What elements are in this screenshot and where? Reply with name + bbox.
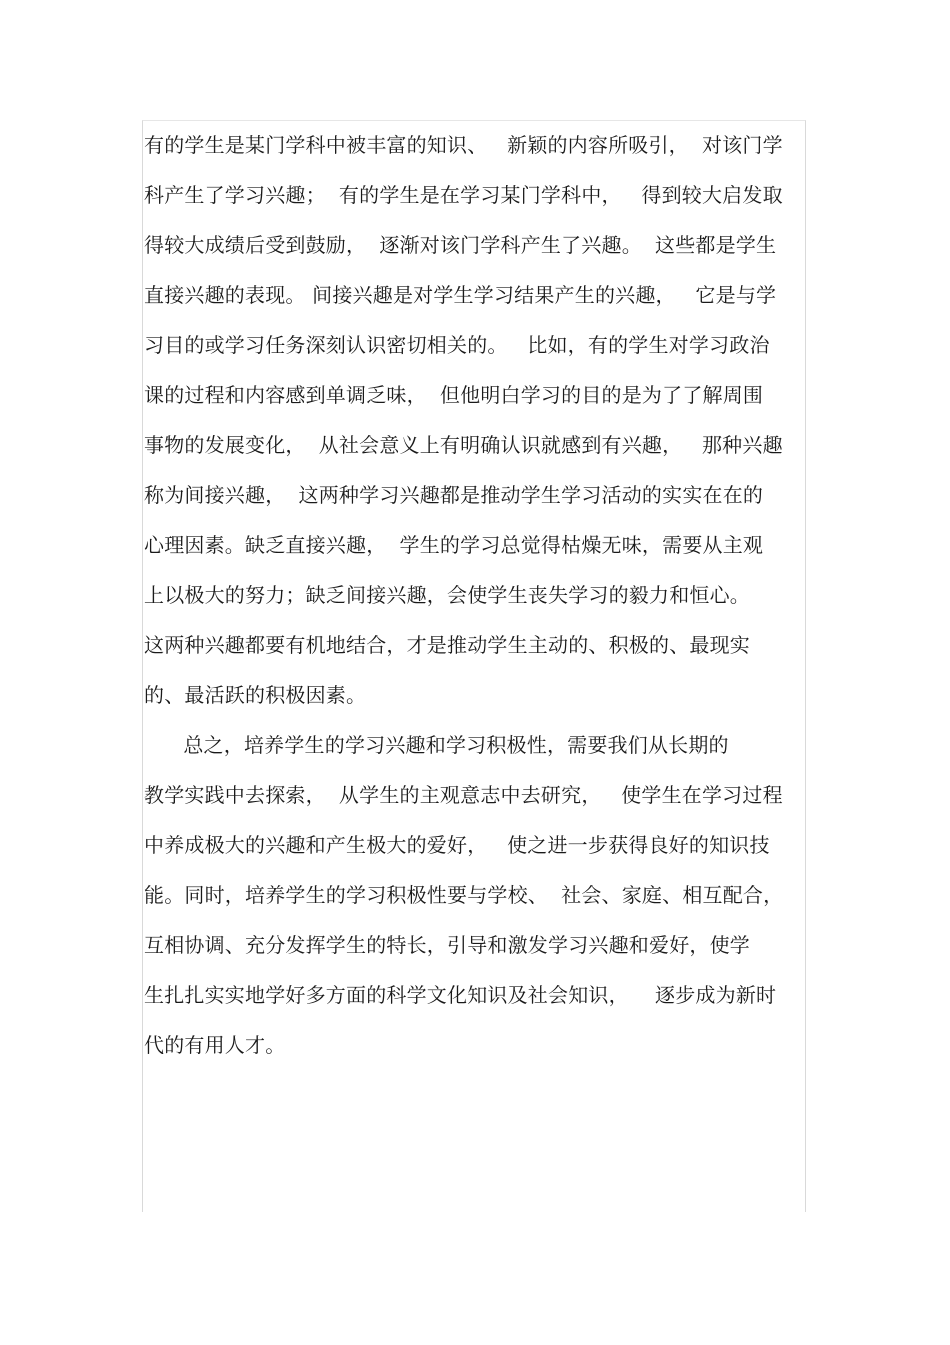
text-line: 的、最活跃的积极因素。	[144, 683, 367, 707]
text-line: 代的有用人才。	[144, 1033, 286, 1057]
text-line: 直接兴趣的表现。 间接兴趣是对学生学习结果产生的兴趣， 它是与学	[144, 283, 777, 307]
text-line: 这两种兴趣都要有机地结合，才是推动学生主动的、积极的、最现实	[144, 633, 750, 657]
text-line: 心理因素。缺乏直接兴趣， 学生的学习总觉得枯燥无味，需要从主观	[144, 533, 764, 557]
text-line: 中养成极大的兴趣和产生极大的爱好， 使之进一步获得良好的知识技	[144, 833, 770, 857]
text-line: 称为间接兴趣， 这两种学习兴趣都是推动学生学习活动的实实在在的	[144, 483, 764, 507]
text-line: 习目的或学习任务深刻认识密切相关的。 比如，有的学生对学习政治	[144, 333, 770, 357]
text-line: 有的学生是某门学科中被丰富的知识、 新颖的内容所吸引， 对该门学	[144, 133, 783, 157]
text-line: 能。同时，培养学生的学习积极性要与学校、 社会、家庭、相互配合，	[144, 883, 784, 907]
text-line: 教学实践中去探索， 从学生的主观意志中去研究， 使学生在学习过程	[144, 783, 783, 807]
text-line: 课的过程和内容感到单调乏味， 但他明白学习的目的是为了了解周围	[144, 383, 764, 407]
text-line: 上以极大的努力；缺乏间接兴趣，会使学生丧失学习的毅力和恒心。	[144, 583, 750, 607]
text-line: 事物的发展变化， 从社会意义上有明确认识就感到有兴趣， 那种兴趣	[144, 433, 783, 457]
paragraph-start-line: 总之，培养学生的学习兴趣和学习积极性，需要我们从长期的	[144, 733, 729, 757]
text-line: 互相协调、充分发挥学生的特长，引导和激发学习兴趣和爱好，使学	[144, 933, 750, 957]
text-line: 科产生了学习兴趣； 有的学生是在学习某门学科中， 得到较大启发取	[144, 183, 783, 207]
text-line: 得较大成绩后受到鼓励， 逐渐对该门学科产生了兴趣。 这些都是学生	[144, 233, 777, 257]
document-body	[144, 120, 814, 1070]
text-line: 生扎扎实实地学好多方面的科学文化知识及社会知识， 逐步成为新时	[144, 983, 777, 1007]
